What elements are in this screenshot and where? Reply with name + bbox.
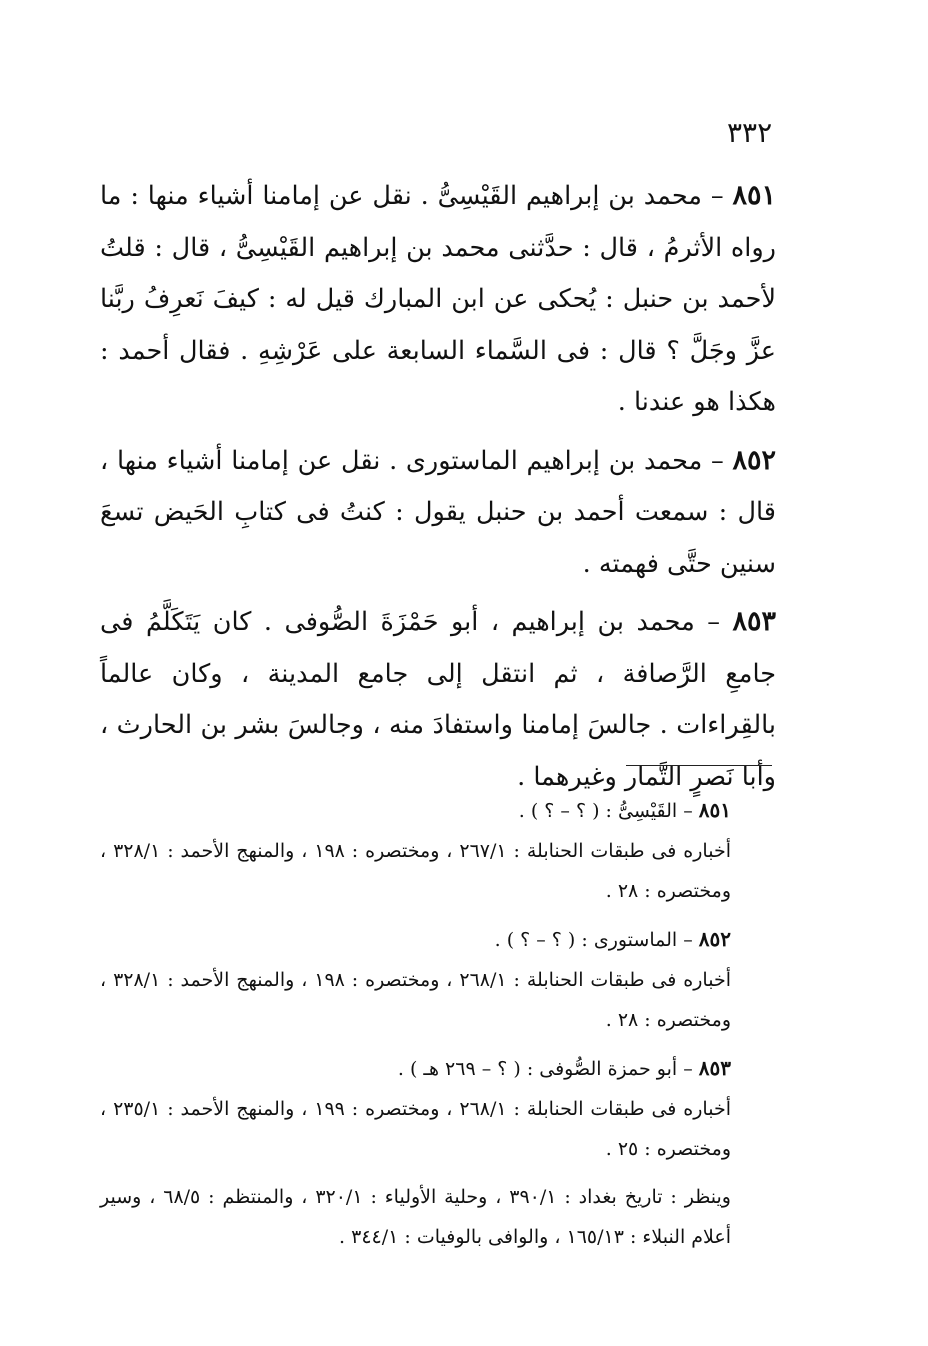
footnote-title: – أبو حمزة الصُّوفى : ( ؟ – ٢٦٩ هـ ) . — [397, 1058, 693, 1080]
entry-number: ٨٥٣ — [732, 606, 776, 637]
footnote-853-extra: وينظر : تاريخ بغداد : ٣٩٠/١ ، وحلية الأولياء : ٣٢٠/١ ، والمنتظم : ٦٨/٥ ، وسير أعلام النبلاء : ١٦٥/١٣ ، والوافى بالوفيات : ٣٤٤/١ . — [100, 1186, 731, 1248]
page-number: ٣٣٢ — [727, 116, 773, 149]
entry-text: – محمد بن إبراهيم الماستورى . نقل عن إمامنا أشياء منها ، قال : سمعت أحمد بن حنبل يقول : كنتُ فى كتابِ الحَيض تسعَ سنين حتَّى فهمته . — [100, 445, 776, 579]
entry-text: – محمد بن إبراهيم القَيْسِىُّ . نقل عن إمامنا أشياء منها : ما رواه الأثرمُ ، قال : حدَّثنى محمد بن إبراهيم القَيْسِىُّ ، قال : قلتُ لأحمد بن حنبل : يُحكى عن ابن المبارك قيل له : كيفَ نَعرِفُ ربَّنا عزَّ وجَلَّ ؟ قال : فى السَّماء السابعة على عَرْشِهِ . فقال أحمد : هكذا هو عندنا . — [100, 181, 776, 417]
footnote-853-body: أخباره فى طبقات الحنابلة : ٢٦٨/١ ، ومختصره : ١٩٩ ، والمنهج الأحمد : ٢٣٥/١ ، ومختصره : ٢٥ . — [100, 1098, 731, 1160]
footnote-853-head — [100, 1048, 776, 1089]
entry-853 — [100, 596, 776, 803]
entry-text: – محمد بن إبراهيم ، أبو حَمْزَةَ الصُّوفى . كان يَتَكَلَّمُ فى جامعِ الرَّصافة ، ثم انتقل إلى جامع المدينة ، وكان عالماً بالقِراءات . جالسَ إمامنا واستفادَ منه ، وجالسَ بشر بن الحارث ، وأبا نَصرٍ التَّمار وغيرهما . — [100, 607, 776, 792]
footnote-number: ٨٥٣ — [698, 1056, 731, 1080]
footnote-divider — [626, 765, 772, 766]
footnote-851-head — [100, 790, 776, 831]
entry-852 — [100, 435, 776, 591]
entry-number: ٨٥١ — [732, 180, 777, 211]
footnote-number: ٨٥٢ — [698, 927, 731, 951]
footnote-852-body: أخباره فى طبقات الحنابلة : ٢٦٨/١ ، ومختصره : ١٩٨ ، والمنهج الأحمد : ٣٢٨/١ ، ومختصره : ٢٨ . — [100, 969, 731, 1031]
footnotes — [100, 790, 776, 1257]
footnote-852-head — [100, 919, 776, 960]
main-text — [100, 170, 776, 809]
footnote-title: – القَيْسِىُّ : ( ؟ – ؟ ) . — [518, 800, 693, 822]
footnote-title: – الماستورى : ( ؟ – ؟ ) . — [494, 929, 693, 951]
footnote-number: ٨٥١ — [698, 798, 731, 822]
footnote-851-body: أخباره فى طبقات الحنابلة : ٢٦٧/١ ، ومختصره : ١٩٨ ، والمنهج الأحمد : ٣٢٨/١ ، ومختصره : ٢٨ . — [100, 840, 731, 902]
entry-851 — [100, 170, 776, 429]
entry-number: ٨٥٢ — [732, 444, 776, 476]
